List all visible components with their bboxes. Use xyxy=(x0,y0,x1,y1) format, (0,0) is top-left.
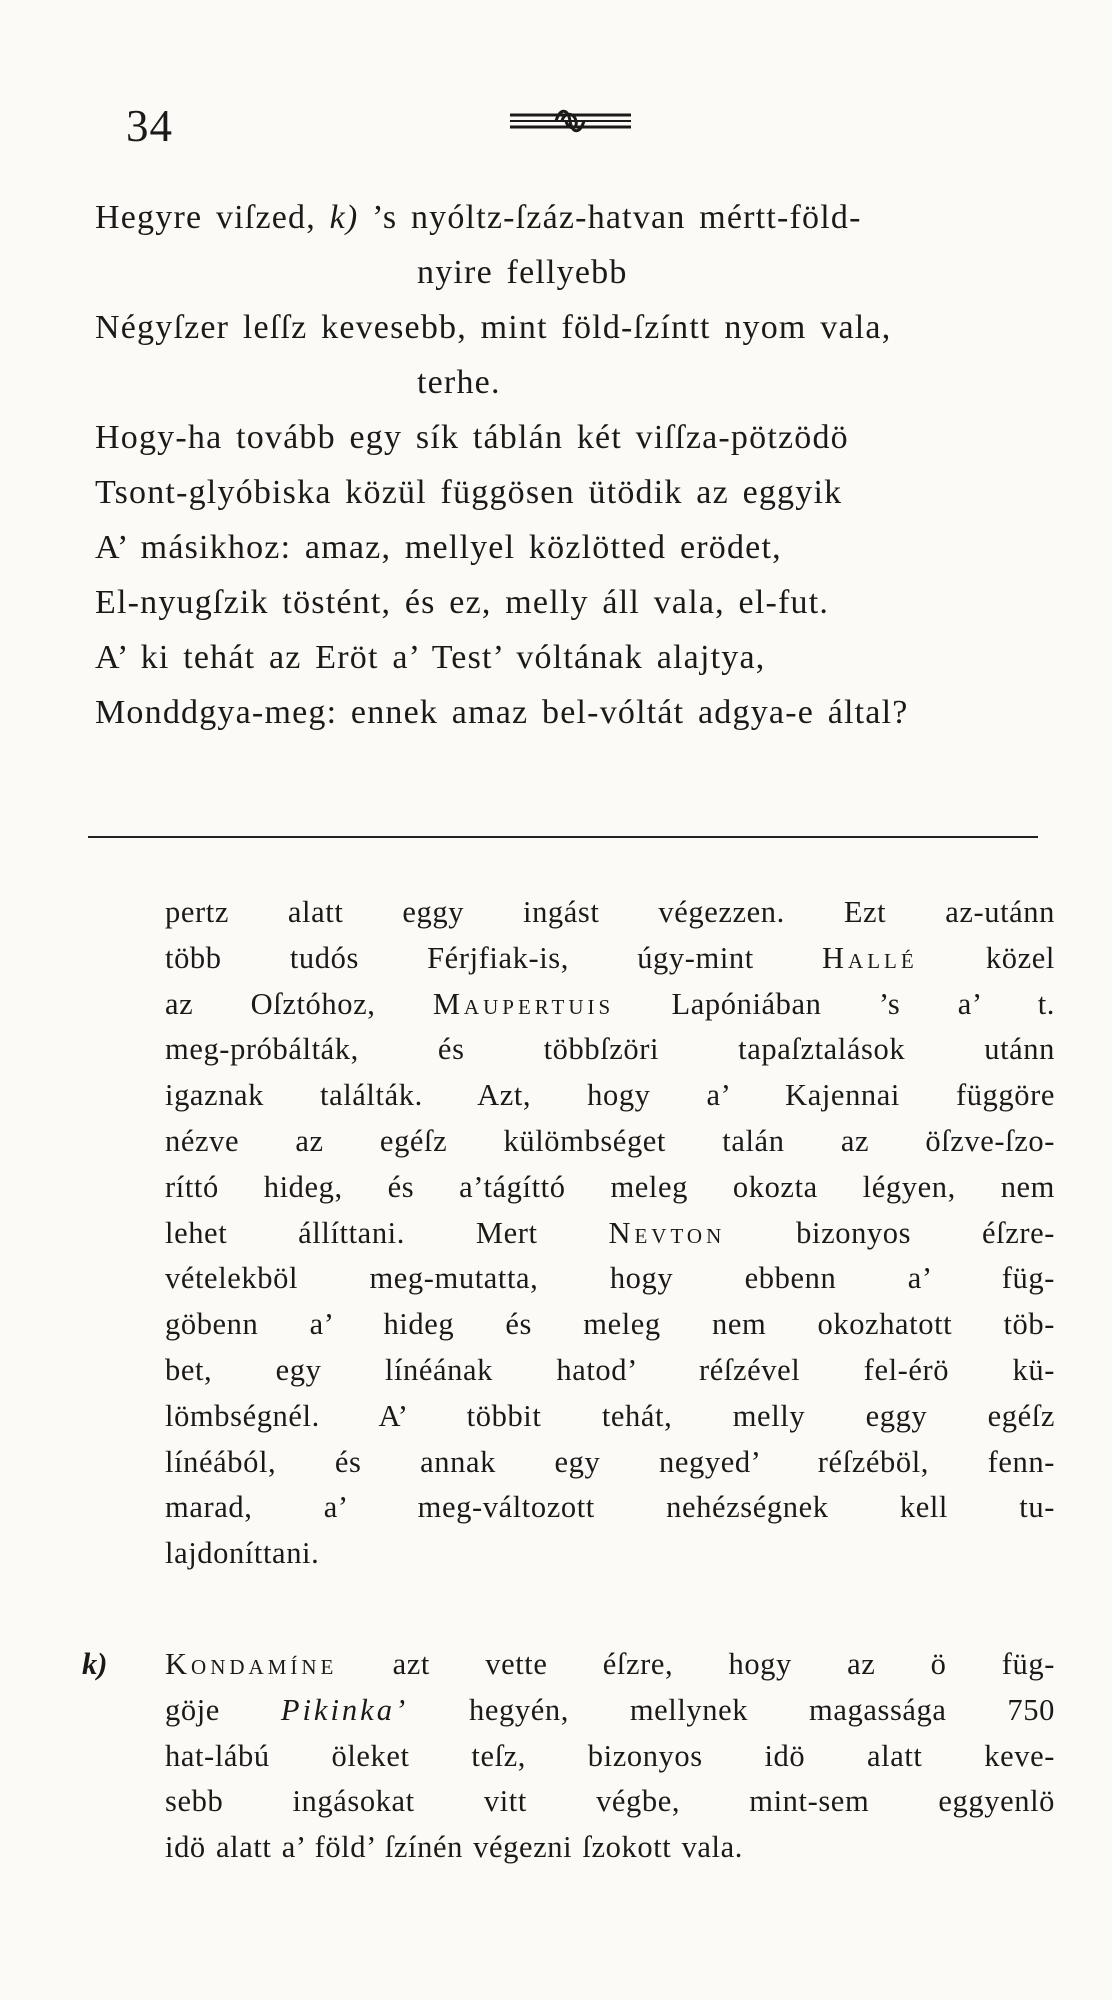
poem-line: Hogy-ha tovább egy sík táblán két viſſza-pötzödö xyxy=(95,419,849,456)
poem-line: Hegyre viſzed, k) ’s nyóltz-ſzáz-hatvan mértt-föld- xyxy=(95,199,862,236)
poem-line: Monddgya-meg: ennek amaz bel-vóltát adgya-e által? xyxy=(95,694,909,731)
footnote-line: több tudós Férjfiak-is, úgy-mint Hallé közel xyxy=(165,940,1055,975)
header-ornament xyxy=(508,106,633,136)
poem-line: nyire fellyebb xyxy=(417,254,628,291)
footnote-line: igaznak találták. Azt, hogy a’ Kajennai függöre xyxy=(165,1078,1055,1113)
footnote-line: lehet állíttani. Mert Nevton bizonyos éſzre- xyxy=(165,1215,1055,1250)
page-number: 34 xyxy=(126,101,173,151)
footnote-line: göbenn a’ hideg és meleg nem okozhatott töb- xyxy=(165,1307,1055,1342)
footnote-reference: k) xyxy=(329,199,359,236)
person-name: Nevton xyxy=(608,1215,726,1250)
footnote-line: línéából, és annak egy negyed’ réſzéböl, fenn- xyxy=(165,1444,1055,1479)
poem-line: El-nyugſzik töstént, és ez, melly áll vala, el-fut. xyxy=(95,584,830,621)
footnote-line: pertz alatt eggy ingást végezzen. Ezt az-utánn xyxy=(165,895,1055,929)
footnote-label: k) xyxy=(82,1647,108,1681)
poem-line: A’ ki tehát az Eröt a’ Test’ vóltának alajtya, xyxy=(95,639,766,676)
footnote-line: meg-próbálták, és többſzöri tapaſztalások utánn xyxy=(165,1032,1055,1067)
footnote-line: ríttó hideg, és a’tágíttó meleg okozta légyen, nem xyxy=(165,1169,1055,1204)
footnote-k xyxy=(165,1642,1055,1871)
poem-line: A’ másikhoz: amaz, mellyel közlötted erödet, xyxy=(95,529,782,566)
footnote-line: nézve az egéſz külömbséget talán az öſzve-ſzo- xyxy=(165,1123,1055,1158)
footnote-divider xyxy=(88,836,1038,838)
footnote-line: lajdoníttani. xyxy=(165,1536,320,1571)
person-name: Kondamíne xyxy=(165,1647,338,1681)
place-name: Pikinka’ xyxy=(280,1692,409,1727)
footnote-line: göje Pikinka’ hegyén, mellynek magassága 750 xyxy=(165,1692,1055,1727)
footnote-line: marad, a’ meg-változott nehézségnek kell tu- xyxy=(165,1490,1055,1525)
footnote-line: bet, egy línéának hatod’ réſzével fel-érö kü- xyxy=(165,1352,1055,1387)
poem-line: terhe. xyxy=(417,364,501,401)
person-name: Maupertuis xyxy=(432,986,615,1021)
footnote-line: sebb ingásokat vitt végbe, mint-sem eggyenlö xyxy=(165,1784,1055,1819)
footnote-line: idö alatt a’ föld’ ſzínén végezni ſzokott vala. xyxy=(165,1830,743,1865)
footnote-line: Kondamíne azt vette éſzre, hogy az ö füg- xyxy=(165,1647,1055,1681)
poem-line: Négyſzer leſſz kevesebb, mint föld-ſzíntt nyom vala, xyxy=(95,309,892,346)
footnote-line: az Oſztóhoz, Maupertuis Lapóniában ’s a’ t. xyxy=(165,986,1056,1021)
poem-line: Tsont-glyóbiska közül függösen ütödik az eggyik xyxy=(95,474,843,511)
footnote-line: vételekböl meg-mutatta, hogy ebbenn a’ füg- xyxy=(165,1261,1055,1296)
footnote-line: lömbségnél. A’ többit tehát, melly eggy egéſz xyxy=(165,1398,1055,1433)
poem-block xyxy=(95,190,1055,740)
person-name: Hallé xyxy=(822,940,918,975)
footnote-line: hat-lábú öleket teſz, bizonyos idö alatt keve- xyxy=(165,1738,1055,1773)
footnote-continued xyxy=(165,890,1055,1577)
